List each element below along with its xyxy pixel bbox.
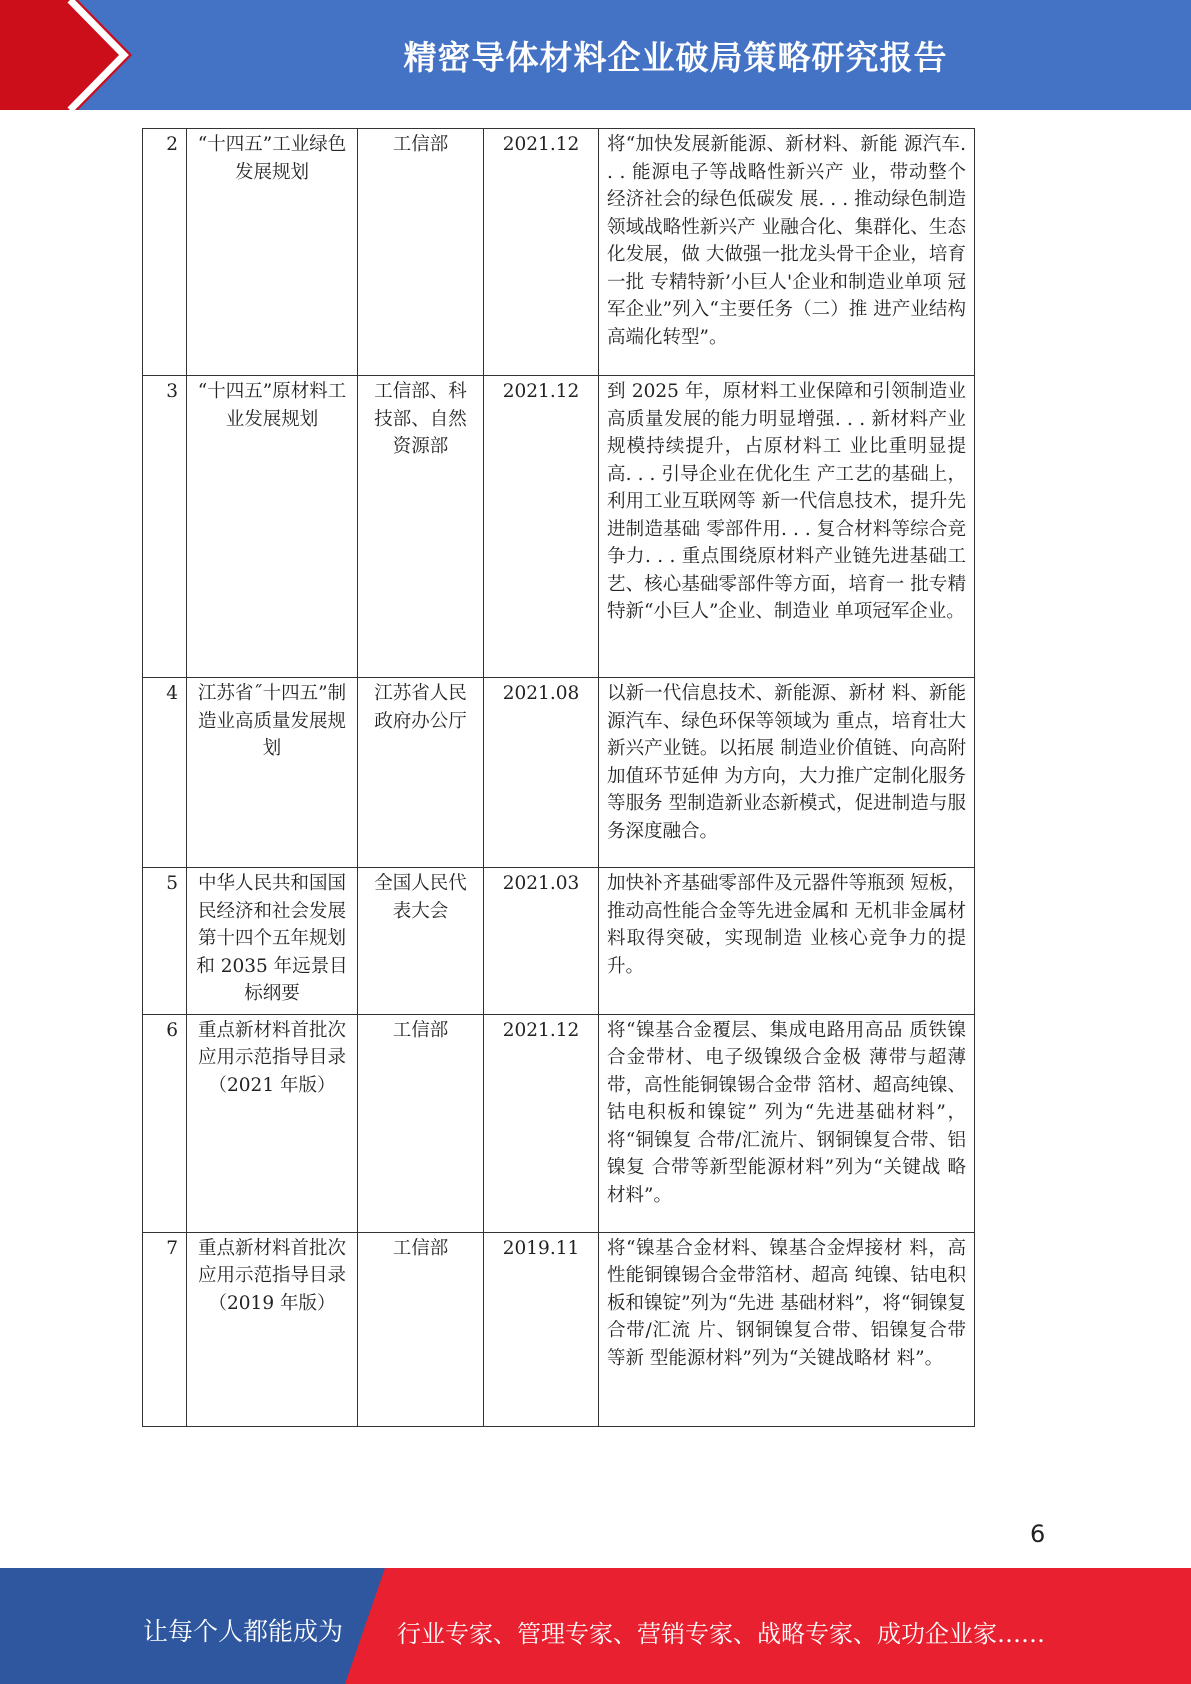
row-number: 3 [143, 376, 187, 678]
header-red-chevron [0, 0, 132, 110]
policy-description: 以新一代信息技术、新能源、新材 料、新能源汽车、绿色环保等领域为 重点，培育壮大新兴产业链。以拓展 制造业价值链、向高附加值环节延伸 为方向，大力推广定制化服务等服务 型制造新业态新模式，促进制造与服 务深度融合。 [599, 678, 975, 868]
issue-date: 2021.03 [484, 868, 599, 1015]
issuing-department: 工信部、科技部、自然资源部 [358, 376, 484, 678]
footer-slogan-lead: 让每个人都能成为 [143, 1617, 344, 1646]
policy-name: 重点新材料首批次应用示范指导目录（2021 年版） [187, 1014, 358, 1232]
issuing-department: 工信部 [358, 1014, 484, 1232]
row-number: 4 [143, 678, 187, 868]
issuing-department: 工信部 [358, 1232, 484, 1426]
table-row [143, 129, 975, 376]
issue-date: 2021.12 [484, 376, 599, 678]
issue-date: 2021.08 [484, 678, 599, 868]
table-row [143, 376, 975, 678]
page-number: 6 [1030, 1520, 1046, 1548]
policy-description: 将“镍基合金材料、镍基合金焊接材 料，高性能铜镍锡合金带箔材、超高 纯镍、钴电积板和镍锭”列为“先进 基础材料”，将“铜镍复合带/汇流 片、钢铜镍复合带、铝镍复合带等新 型能源材料”列为“关键战略材 料”。 [599, 1232, 975, 1426]
policy-table [142, 128, 975, 1427]
issue-date: 2019.11 [484, 1232, 599, 1426]
policy-description: 加快补齐基础零部件及元器件等瓶颈 短板，推动高性能合金等先进金属和 无机非金属材料取得突破，实现制造 业核心竞争力的提升。 [599, 868, 975, 1015]
issue-date: 2021.12 [484, 1014, 599, 1232]
page-footer [0, 1568, 1191, 1684]
policy-description: 到 2025 年，原材料工业保障和引领制造业高质量发展的能力明显增强. . . 新材料产业规模持续提升，占原材料工 业比重明显提高. . . 引导企业在优化生 产工艺的基础上，利用工业互联网等 新一代信息技术，提升先进制造基础 零部件用. . . 复合材料等综合竞争力. . . 重点围绕原材料产业链先进基础工 艺、核心基础零部件等方面，培育一 批专精特新“小巨人”企业、制造业 单项冠军企业。 [599, 376, 975, 678]
row-number: 2 [143, 129, 187, 376]
policy-name: 中华人民共和国国民经济和社会发展第十四个五年规划和 2035 年远景目标纲要 [187, 868, 358, 1015]
row-number: 6 [143, 1014, 187, 1232]
footer-slogan-roles: 行业专家、管理专家、营销专家、战略专家、成功企业家…… [397, 1620, 1045, 1648]
table-row [143, 678, 975, 868]
issue-date: 2021.12 [484, 129, 599, 376]
policy-description: 将“加快发展新能源、新材料、新能 源汽车. . . 能源电子等战略性新兴产 业，带动整个经济社会的绿色低碳发 展. . . 推动绿色制造领域战略性新兴产 业融合化、集群化、生态化发展，做 大做强一批龙头骨干企业，培育一批 专精特新’小巨人'企业和制造业单项 冠军企业”列入“主要任务（二）推 进产业结构高端化转型”。 [599, 129, 975, 376]
report-title: 精密导体材料企业破局策略研究报告 [403, 37, 948, 77]
row-number: 7 [143, 1232, 187, 1426]
table-row [143, 1232, 975, 1426]
issuing-department: 工信部 [358, 129, 484, 376]
header-chevron-decoration [0, 0, 150, 110]
policy-name: 江苏省˝十四五”制造业高质量发展规划 [187, 678, 358, 868]
policy-name: 重点新材料首批次应用示范指导目录（2019 年版） [187, 1232, 358, 1426]
policy-description: 将“镍基合金覆层、集成电路用高品 质铁镍合金带材、电子级镍级合金极 薄带与超薄带，高性能铜镍锡合金带 箔材、超高纯镍、钴电积板和镍锭” 列为“先进基础材料”，将“铜镍复 合带/汇流片、钢铜镍复合带、铝镍复 合带等新型能源材料”列为“关键战 略材料”。 [599, 1014, 975, 1232]
page-header [0, 0, 1191, 110]
issuing-department: 江苏省人民政府办公厅 [358, 678, 484, 868]
policy-name: “十四五”工业绿色发展规划 [187, 129, 358, 376]
table-row [143, 1014, 975, 1232]
row-number: 5 [143, 868, 187, 1015]
issuing-department: 全国人民代表大会 [358, 868, 484, 1015]
table-row [143, 868, 975, 1015]
policy-name: “十四五”原材料工业发展规划 [187, 376, 358, 678]
